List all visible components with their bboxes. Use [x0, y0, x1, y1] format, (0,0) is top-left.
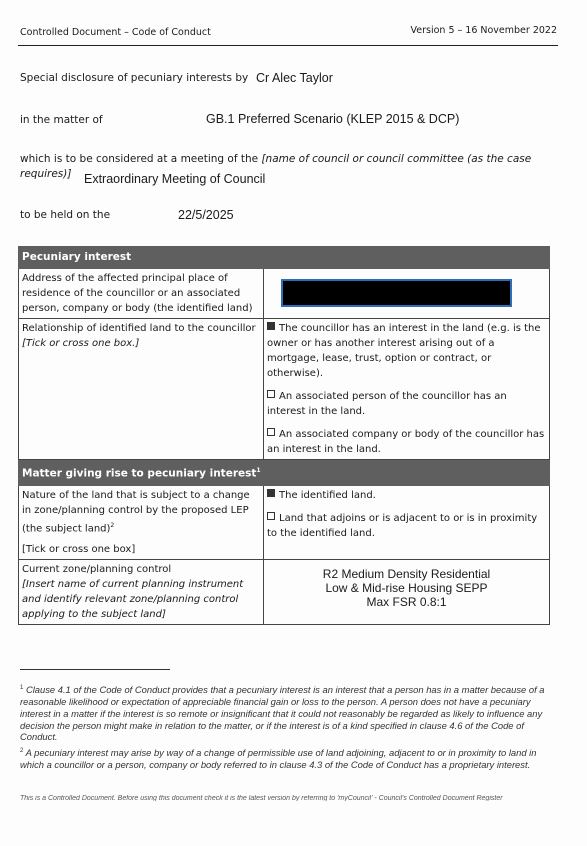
checkbox-checked-icon[interactable] — [267, 322, 275, 330]
matter-label: in the matter of — [20, 114, 103, 126]
option-text: The councillor has an interest in the land (e.g. is the owner or has another interest arising out of a mortgage, lease, trust, option or contract, or otherwise). — [267, 323, 541, 379]
relationship-label-cell — [19, 319, 264, 460]
controlled-document-footer: This is a Controlled Document. Before using this document check it is the latest version by referring to 'myCouncil' - Council's Controlled Document Register — [20, 795, 503, 801]
footnote-text: A pecuniary interest may arise by way of a change of permissible use of land adjoining, adjacent to or in proximity to land in which a councillor or a person, company or body referred to in clause 4.3 of the Code of Conduct has a proprietary interest. — [20, 747, 537, 770]
zone-line-3: Max FSR 0.8:1 — [366, 594, 447, 609]
relationship-hint: [Tick or cross one box.] — [22, 338, 140, 349]
current-zone-value-cell — [264, 559, 550, 624]
section-band-matter — [19, 460, 550, 486]
header-divider — [18, 45, 558, 46]
footnote-number: 1 — [20, 685, 24, 691]
band-title: Matter giving rise to pecuniary interest — [22, 467, 257, 480]
checkbox-empty-icon[interactable] — [267, 428, 275, 436]
footnote-ref: 2 — [110, 521, 115, 529]
footnote-1 — [20, 683, 552, 743]
disclosure-line — [20, 72, 248, 84]
checkbox-empty-icon[interactable] — [267, 390, 275, 398]
header-title: Controlled Document – Code of Conduct — [20, 27, 211, 38]
redacted-address-box — [281, 279, 512, 307]
footnote-ref: 1 — [256, 467, 261, 474]
footnote-2 — [20, 746, 552, 771]
option-text: The identified land. — [279, 489, 376, 501]
option-councillor-interest[interactable] — [267, 321, 546, 381]
subject-land-hint: [Tick or cross one box] — [22, 543, 136, 555]
option-text: An associated company or body of the councillor has an interest in the land. — [267, 429, 545, 455]
date-label: to be held on the — [20, 209, 111, 221]
disclosure-value: Cr Alec Taylor — [256, 71, 333, 85]
checkbox-checked-icon[interactable] — [267, 489, 275, 497]
current-zone-label: Current zone/planning control — [22, 563, 172, 575]
identified-land-label: Address of the affected principal place of residence of the councillor or an associated person, company or body (the identified land) — [19, 269, 264, 319]
current-zone-hint: [Insert name of current planning instrument and identify relevant zone/planning control applying to the subject land] — [22, 578, 244, 620]
pecuniary-interest-table — [18, 246, 550, 625]
meeting-label: which is to be considered at a meeting of the — [20, 153, 262, 165]
footnote-divider — [20, 669, 170, 670]
option-associated-person[interactable] — [267, 389, 546, 419]
date-value: 22/5/2025 — [178, 208, 234, 222]
subject-land-label-cell — [19, 485, 264, 559]
zone-line-2: Low & Mid-rise Housing SEPP — [325, 580, 488, 595]
meeting-value: Extraordinary Meeting of Council — [84, 172, 266, 186]
zone-line-1: R2 Medium Density Residential — [322, 566, 491, 581]
current-zone-label-cell — [19, 559, 264, 624]
current-zone-values — [267, 562, 546, 609]
disclosure-label: Special disclosure of pecuniary interests by — [20, 72, 249, 84]
relationship-label: Relationship of identified land to the councillor — [22, 323, 256, 334]
option-adjoining-land[interactable] — [267, 511, 546, 541]
subject-land-label: Nature of the land that is subject to a change in zone/planning control by the proposed LEP (the subject land) — [22, 489, 250, 534]
footnote-text: Clause 4.1 of the Code of Conduct provides that a pecuniary interest is an interest that a person has in a matter because of a reasonable likelihood or expectation of appreciable financial gain or loss to the person. A person does not have a pecuniary interest in a matter if the interest is so remote or insignificant that it could not reasonably be regarded as likely to influence any decision the person might make in relation to the matter, or if the interest is of a kind specified in clause 4.6 of the Code of Conduct. — [20, 684, 545, 743]
checkbox-empty-icon[interactable] — [267, 512, 275, 520]
matter-value: GB.1 Preferred Scenario (KLEP 2015 & DCP) — [206, 112, 460, 126]
meeting-hint: [name of council or council committee (as the case requires)] — [20, 153, 532, 180]
section-band-pecuniary-interest: Pecuniary interest — [19, 247, 550, 269]
relationship-options — [264, 319, 550, 460]
header-version: Version 5 – 16 November 2022 — [410, 25, 557, 36]
footnote-number: 2 — [20, 748, 24, 754]
option-text: An associated person of the councillor has an interest in the land. — [267, 391, 507, 417]
option-identified-land[interactable] — [267, 488, 546, 503]
identified-land-cell — [264, 269, 550, 319]
option-text: Land that adjoins or is adjacent to or is in proximity to the identified land. — [267, 512, 538, 539]
subject-land-options — [264, 485, 550, 559]
option-associated-company[interactable] — [267, 427, 546, 457]
redaction-bar — [283, 281, 510, 305]
